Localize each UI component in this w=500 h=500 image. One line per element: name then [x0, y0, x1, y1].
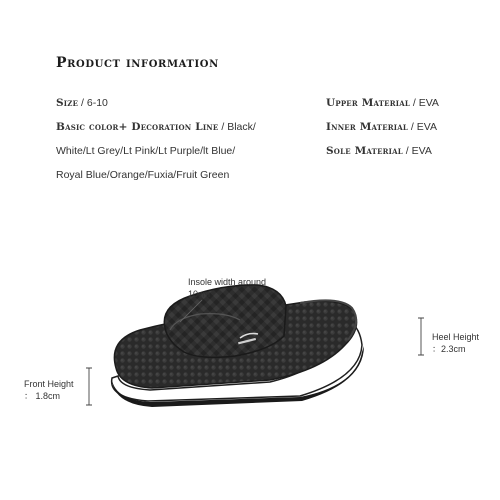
spec-color-label: Basic color+ Decoration Line	[56, 121, 219, 133]
heel-height-line-1: Heel Height	[432, 332, 480, 342]
spec-upper-label: Upper Material	[326, 97, 410, 109]
heel-height-label	[432, 331, 479, 355]
front-height-label	[24, 378, 74, 402]
page-title: Product information	[56, 55, 219, 71]
spec-inner-label: Inner Material	[326, 121, 408, 133]
heel-height-bracket	[418, 318, 424, 355]
spec-color-value-2: White/Lt Grey/Lt Pink/Lt Purple/lt Blue/	[56, 145, 236, 157]
spec-sole-value: / EVA	[402, 145, 432, 157]
front-height-bracket	[86, 368, 92, 405]
front-height-line-1: Front Height	[24, 379, 74, 389]
spec-color-value-3: Royal Blue/Orange/Fuxia/Fruit Green	[56, 169, 230, 181]
spec-size-label: Size	[56, 97, 79, 109]
spec-upper-value: / EVA	[409, 97, 439, 109]
spec-color-value-1: / Black/	[218, 121, 256, 133]
spec-sole-label: Sole Material	[326, 145, 403, 157]
insole-width-line-2: 10cm	[188, 289, 211, 299]
spec-size-value: / 6-10	[78, 97, 108, 109]
insole-width-label	[188, 276, 266, 300]
heel-height-line-2: ：2.3cm	[432, 344, 466, 354]
front-height-line-2: ： 1.8cm	[24, 391, 61, 401]
spec-inner-value: / EVA	[407, 121, 437, 133]
insole-width-line-1: Insole width around	[188, 277, 267, 287]
